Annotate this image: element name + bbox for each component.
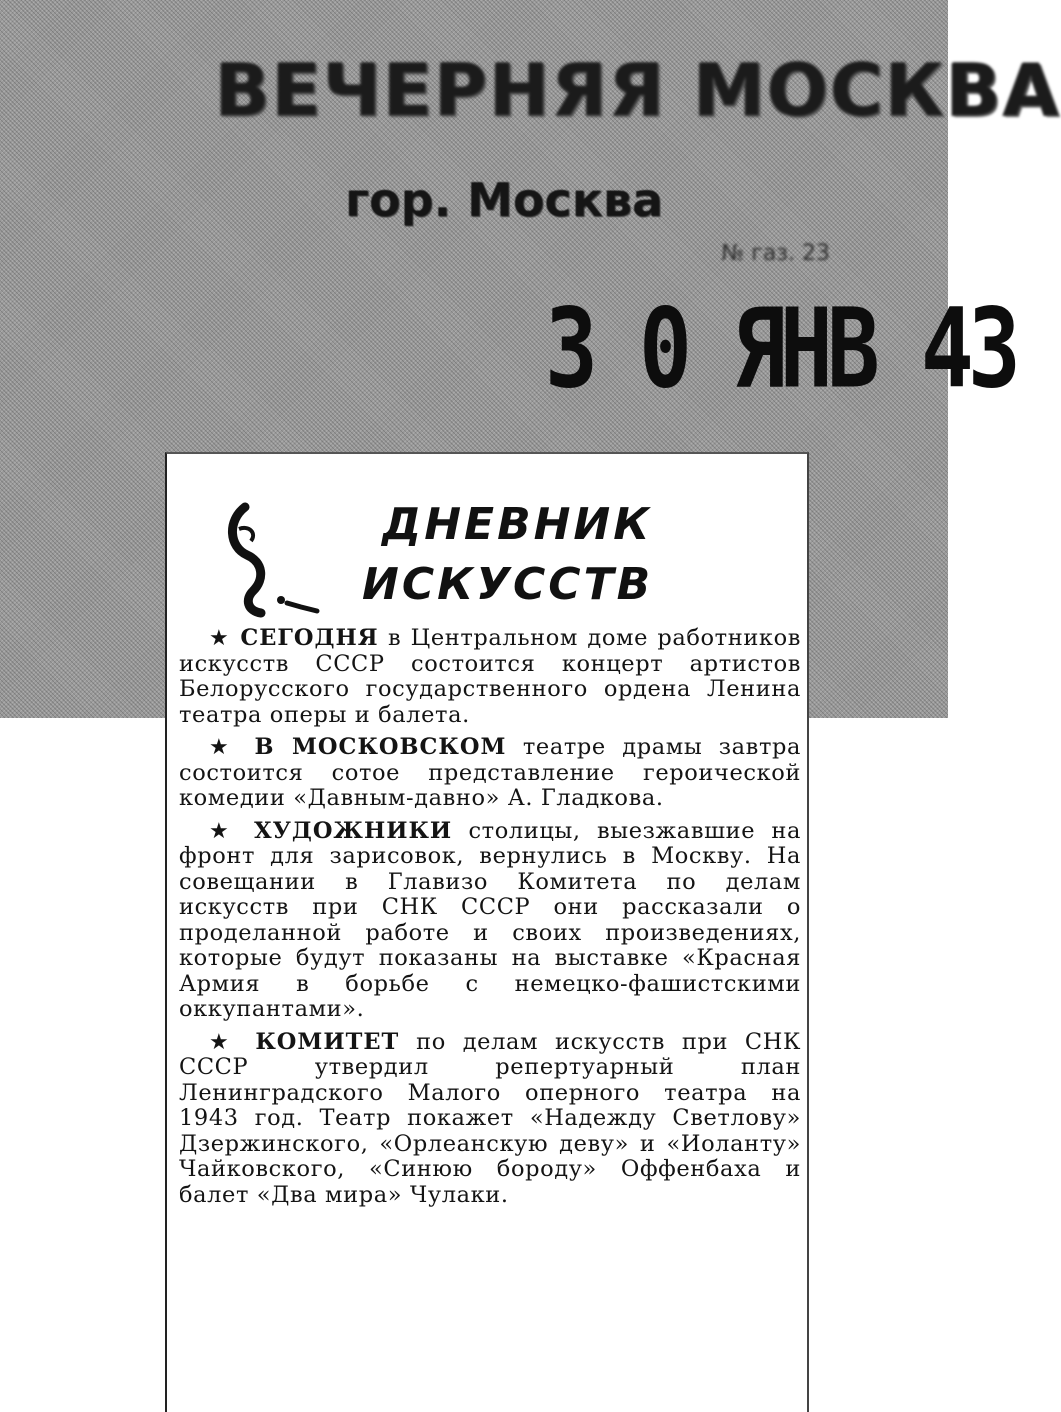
city-label: гор. Москва xyxy=(345,173,664,227)
date-stamp: 3 0 ЯНВ 43 xyxy=(545,283,1015,413)
article-body xyxy=(179,626,801,1215)
ornament-icon xyxy=(217,499,327,619)
news-item-lead: ХУДОЖНИКИ xyxy=(254,817,453,844)
news-item xyxy=(179,819,801,1023)
news-item xyxy=(179,1030,801,1209)
star-icon: ★ xyxy=(209,818,238,844)
newspaper-title: ВЕЧЕРНЯЯ МОСКВА xyxy=(215,48,1061,132)
card-margin-mark-left xyxy=(40,535,170,559)
news-item xyxy=(179,735,801,812)
star-icon: ★ xyxy=(209,735,239,760)
heading-line-1: ДНЕВНИК xyxy=(382,499,653,550)
news-item-lead: СЕГОДНЯ xyxy=(240,625,379,651)
news-item xyxy=(179,626,801,728)
news-item-text: по делам искусств при СНК СССР утвердил репертуарный план Ленинградского Малого оперного театра на 1943 год. Театр покажет «Надежду Светлову» Дзержинского, «Орлеанскую деву» и «Иоланту» Чайковского, «Синюю бороду» Оффенбаха и балет «Два мира» Чулаки. xyxy=(179,1028,801,1208)
news-item-text: столицы, выезжавшие на фронт для зарисовок, вернулись в Москву. На совещании в Главизо Комитета по делам искусств при СНК СССР они рассказали о проделанной работе и своих произведениях, которые будут показаны на выставке «Красная Армия в борьбе с немецко-фашистскими оккупантами». xyxy=(179,817,801,1022)
card-margin-mark-right xyxy=(815,530,925,554)
news-item-lead: В МОСКОВСКОМ xyxy=(254,734,507,760)
newspaper-clipping xyxy=(165,452,809,1412)
star-icon: ★ xyxy=(209,1029,239,1055)
news-item-lead: КОМИТЕТ xyxy=(255,1028,400,1055)
star-icon: ★ xyxy=(209,626,231,651)
news-item-text: театре драмы завтра состоится сотое представление героической комедии «Давным-давно» А. Гладкова. xyxy=(179,734,802,811)
heading-line-2: ИСКУССТВ xyxy=(362,559,654,610)
issue-stamp: № газ. 23 xyxy=(721,241,830,266)
news-item-text: в Центральном доме работников искусств СССР состоится концерт артистов Белорусского государственного ордена Ленина театра оперы и балета. xyxy=(179,625,801,728)
